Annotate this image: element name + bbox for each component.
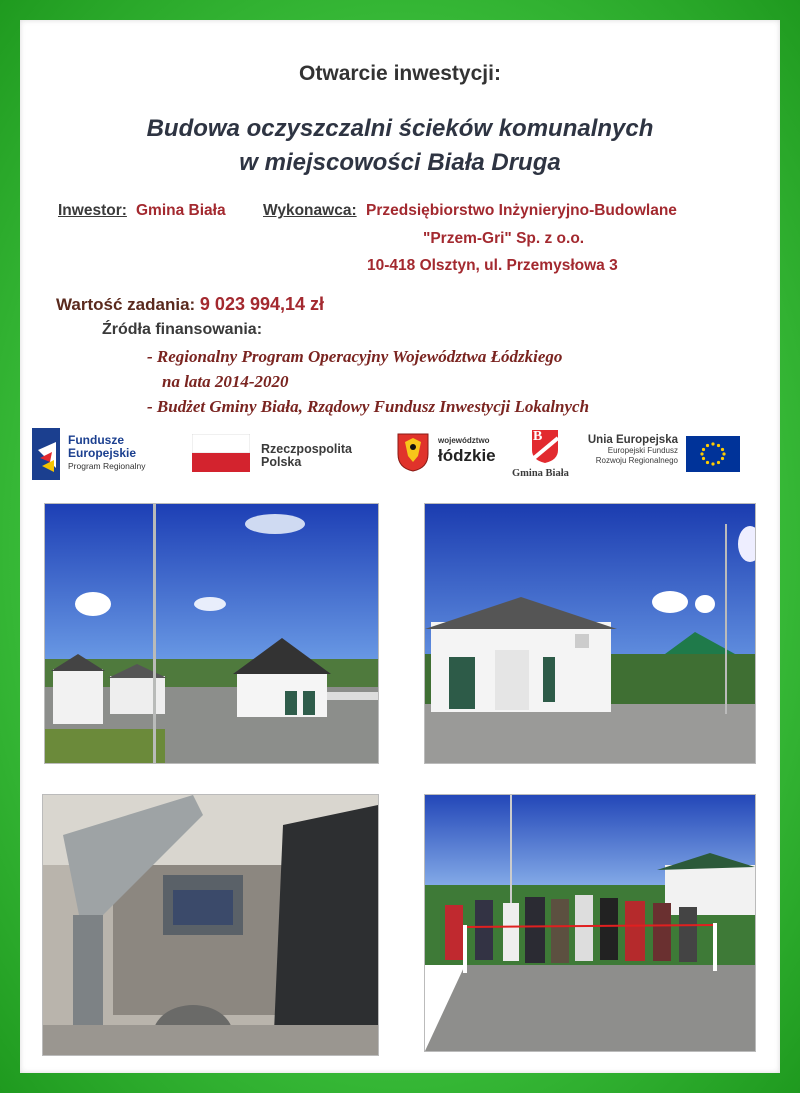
eu-text xyxy=(582,434,678,466)
task-value-amount: 9 023 994,14 zł xyxy=(199,294,325,314)
eu-line3: Rozwoju Regionalnego xyxy=(595,456,678,465)
financing-label: Źródła finansowania: xyxy=(102,321,263,338)
task-value-label: Wartość zadania: xyxy=(56,295,196,314)
gmina-logo-letter: B xyxy=(533,429,543,444)
project-title xyxy=(20,112,780,180)
photo-interior-equipment xyxy=(42,794,379,1056)
lodzkie-coat-of-arms-icon xyxy=(396,432,430,472)
fe-line1: Fundusze xyxy=(68,433,124,447)
photo-ribbon-cutting xyxy=(424,794,756,1052)
eu-flag-icon xyxy=(686,436,740,472)
fe-line2: Europejskie xyxy=(68,446,137,460)
rp-line1: Rzeczpospolita xyxy=(261,442,352,456)
contractor-company: "Przem-Gri" Sp. z o.o. xyxy=(423,230,585,247)
gmina-text: Gmina Biała xyxy=(512,468,569,479)
lodzkie-small: województwo xyxy=(438,436,490,445)
investor-value: Gmina Biała xyxy=(136,202,226,219)
eu-line1: Unia Europejska xyxy=(587,434,678,446)
task-value xyxy=(56,294,324,315)
financing-item-2: - Budżet Gminy Biała, Rządowy Fundusz Inwestycji Lokalnych xyxy=(147,397,590,416)
logo-strip xyxy=(20,426,780,488)
eu-line2: Europejski Fundusz xyxy=(607,446,678,455)
financing-item-1: - Regionalny Program Operacyjny Województwa Łódzkiego xyxy=(147,347,563,366)
photo-building-closeup xyxy=(424,503,756,764)
fe-line3: Program Regionalny xyxy=(68,461,146,471)
contractor-address: 10-418 Olsztyn, ul. Przemysłowa 3 xyxy=(367,257,618,274)
fe-text xyxy=(68,434,145,473)
rp-text xyxy=(261,443,352,469)
opening-heading: Otwarcie inwestycji: xyxy=(299,62,501,85)
poster xyxy=(20,20,780,1073)
project-title-line1: Budowa oczyszczalni ścieków komunalnych xyxy=(146,115,654,142)
polish-flag-icon xyxy=(192,434,250,472)
investor-label: Inwestor: xyxy=(58,202,127,219)
rp-line2: Polska xyxy=(261,455,302,469)
contractor-name: Przedsiębiorstwo Inżynieryjno-Budowlane xyxy=(366,202,677,219)
contractor-label: Wykonawca: xyxy=(263,202,357,219)
fundusze-europejskie-logo xyxy=(32,428,60,480)
photo-plant-overview xyxy=(44,503,379,764)
project-title-line2: w miejscowości Biała Druga xyxy=(239,149,561,176)
lodzkie-big: łódzkie xyxy=(438,446,496,465)
financing-item-1-cont: na lata 2014-2020 xyxy=(162,372,289,391)
